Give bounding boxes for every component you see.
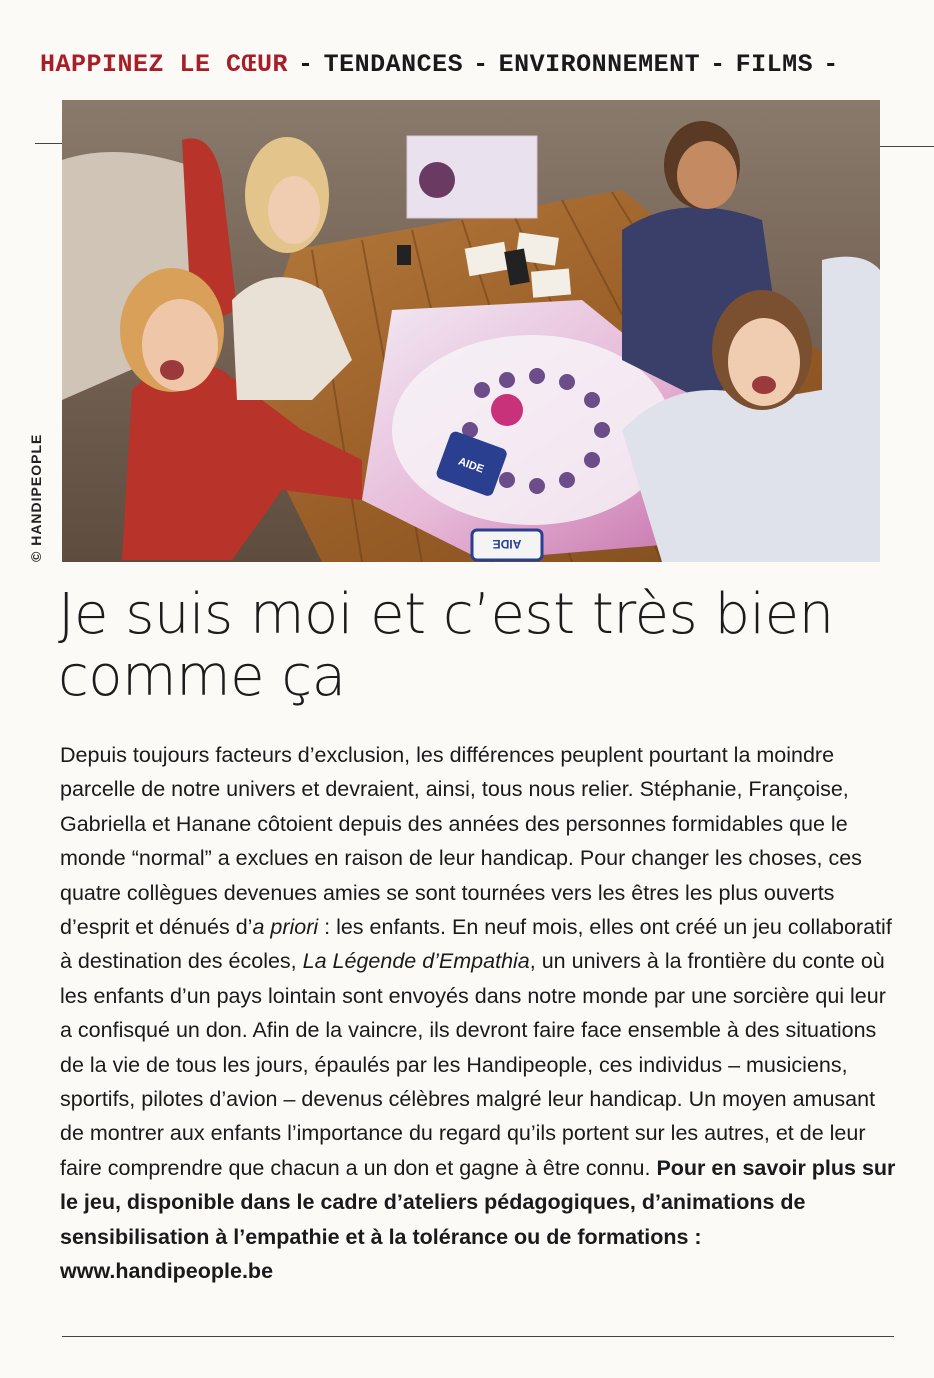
- section-header: [40, 50, 930, 79]
- photo-board-center: [491, 394, 523, 426]
- header-rule-right: [880, 146, 934, 147]
- bottom-rule: [62, 1336, 894, 1337]
- header-item-environnement: ENVIRONNEMENT: [498, 50, 701, 79]
- body-text-1: Depuis toujours facteurs d’exclusion, les différences peuplent pourtant la moindre parcelle de notre univers et devraient, ainsi, tous nous relier. Stéphanie, Françoise, Gabriella et Hanane côtoient depuis des années des personnes formidables que le monde “normal” a exclues en raison de leur handicap. Pour changer les choses, ces quatre collègues devenues amies se sont tournées vers les êtres les plus ouverts d’esprit et dénués d’: [60, 743, 862, 940]
- title-line-2: comme ça: [58, 644, 346, 709]
- article-photo: [62, 100, 880, 562]
- body-italic-game-title: La Légende d’Empathia: [302, 949, 530, 974]
- header-section-name: HAPPINEZ LE CŒUR: [40, 50, 289, 79]
- photo-card-label: AIDE: [492, 537, 522, 551]
- photo-game-box-art: [419, 162, 455, 198]
- photo-card-label: AIDE: [456, 455, 486, 476]
- body-text-2: : les enfants. En neuf mois, elles ont créé un jeu collaboratif à destination des écoles,: [60, 915, 892, 974]
- photo-card-aide-bottom: [472, 530, 542, 560]
- header-rule-left: [35, 143, 63, 144]
- body-bold-cta: Pour en savoir plus sur le jeu, disponible dans le cadre d’ateliers pédagogiques, d’animations de sensibilisation à l’empathie et à la tolérance ou de formations : www.handipeople.be: [60, 1155, 896, 1284]
- header-item-films: FILMS: [735, 50, 814, 79]
- body-italic-a-priori: a priori: [252, 915, 319, 940]
- article-paragraph: [60, 738, 900, 1289]
- article-title: [58, 584, 918, 708]
- body-text-3: , un univers à la frontière du conte où les enfants d’un pays lointain sont envoyés dans notre monde par une sorcière qui leur a confisqué un don. Afin de la vaincre, ils devront faire face ensemble à des situations de la vie de tous les jours, épaulés par les Handipeople, ces individus – musiciens, sportifs, pilotes d’avion – devenus célèbres malgré leur handicap. Un moyen amusant de montrer aux enfants l’importance du regard qu’ils portent sur les autres, et de leur faire comprendre que chacun a un don et gagne à être connu.: [60, 949, 886, 1180]
- header-trailing-separator: -: [823, 50, 839, 79]
- header-separator: -: [710, 50, 726, 79]
- header-separator: -: [298, 50, 314, 79]
- header-item-tendances: TENDANCES: [323, 50, 464, 79]
- photo-credit: © HANDIPEOPLE: [28, 433, 44, 562]
- title-line-1: Je suis moi et c’est très bien: [58, 582, 834, 647]
- photo-illustration: [62, 100, 880, 562]
- header-separator: -: [473, 50, 489, 79]
- article-body: [60, 738, 900, 1289]
